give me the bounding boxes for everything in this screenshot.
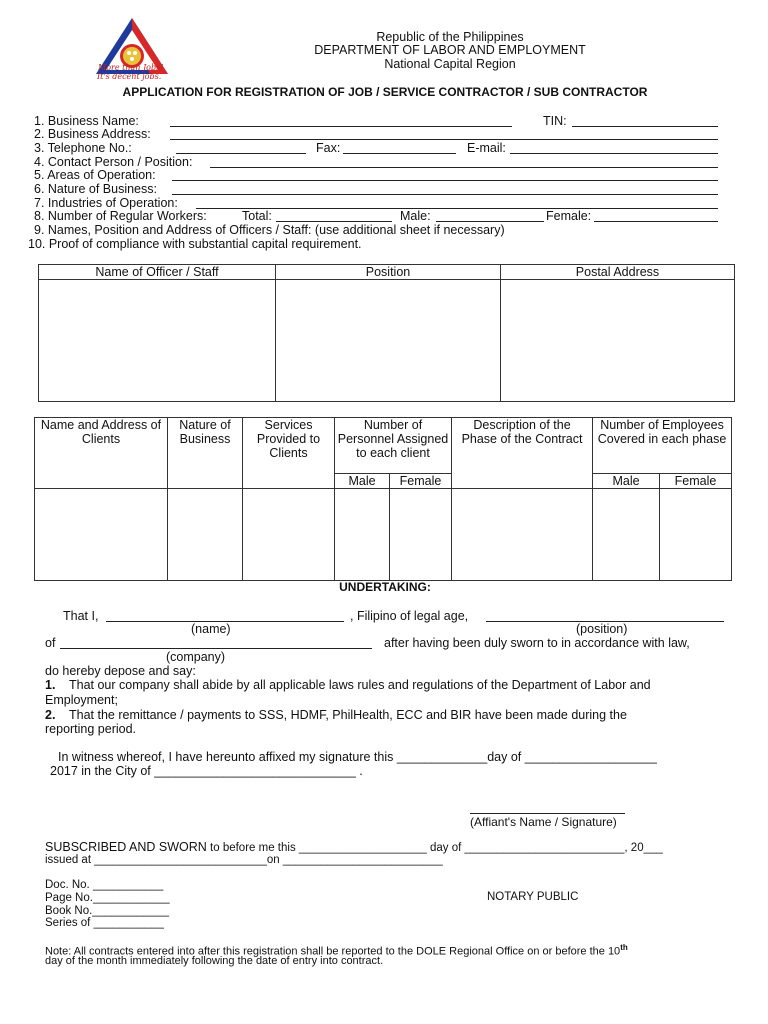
tin-label: TIN:: [543, 114, 567, 128]
total-field[interactable]: [276, 221, 392, 222]
of-label: of: [45, 636, 56, 650]
header-region: National Capital Region: [384, 57, 516, 71]
tin-field[interactable]: [572, 126, 718, 127]
note-text-1: Note: All contracts entered into after this registration shall be reported to the DOLE Regional Office on or before the 10: [45, 945, 621, 958]
employees-male-cell[interactable]: [593, 489, 660, 581]
industries-field[interactable]: [196, 208, 718, 209]
areas-operation-label: 5. Areas of Operation:: [34, 168, 156, 182]
page-no: Page No.____________: [45, 892, 170, 904]
officers-instruction: 9. Names, Position and Address of Officers / Staff: (use additional sheet if necessary): [34, 223, 505, 237]
clients-col-employees: Number of Employees Covered in each phase: [593, 418, 732, 474]
clients-services-cell[interactable]: [243, 489, 335, 581]
issued-text: issued at ___________________________on _________________________: [45, 854, 443, 866]
item2-text-cont: reporting period.: [45, 722, 137, 736]
name-caption: (name): [191, 622, 231, 636]
year-city-text: 2017 in the City of _____________________________ .: [50, 764, 363, 778]
officers-col-position: Position: [276, 265, 501, 280]
female-label: Female:: [546, 209, 592, 223]
business-name-label: 1. Business Name:: [34, 114, 139, 128]
personnel-male-cell[interactable]: [335, 489, 390, 581]
contact-person-field[interactable]: [210, 167, 718, 168]
header-department: DEPARTMENT OF LABOR AND EMPLOYMENT: [314, 43, 586, 57]
company-field[interactable]: [60, 648, 372, 649]
item2-text: That the remittance / payments to SSS, HDMF, PhilHealth, ECC and BIR have been made during the: [69, 708, 627, 722]
position-caption: (position): [576, 622, 628, 636]
form-title: APPLICATION FOR REGISTRATION OF JOB / SERVICE CONTRACTOR / SUB CONTRACTOR: [122, 85, 648, 99]
officers-position-cell[interactable]: [276, 280, 501, 402]
clients-phase-cell[interactable]: [452, 489, 593, 581]
business-name-field[interactable]: [170, 126, 512, 127]
employees-male-header: Male: [593, 474, 660, 489]
item1-text-cont: Employment;: [45, 693, 118, 707]
subscribed-caps: SUBSCRIBED AND SWORN: [45, 840, 207, 854]
fax-label: Fax:: [316, 141, 341, 155]
officers-address-cell[interactable]: [501, 280, 735, 402]
undertaking-heading: UNDERTAKING:: [339, 580, 431, 594]
subscribed-rest: to before me this ____________________ day of _________________________, 20___: [206, 842, 663, 854]
sworn-text: after having been duly sworn to in accordance with law,: [384, 636, 690, 650]
filipino-label: , Filipino of legal age,: [350, 609, 469, 623]
clients-col-services: Services Provided to Clients: [243, 418, 335, 489]
clients-col-nature: Nature of Business: [168, 418, 243, 489]
witness-text: In witness whereof, I have hereunto affixed my signature this _____________day of ___________________: [58, 750, 657, 764]
notary-public-label: NOTARY PUBLIC: [487, 891, 579, 903]
depose-text: do hereby depose and say:: [45, 664, 196, 678]
clients-table: [34, 417, 732, 581]
clients-col-personnel: Number of Personnel Assigned to each client: [335, 418, 452, 474]
company-caption: (company): [166, 650, 226, 664]
nature-business-label: 6. Nature of Business:: [34, 182, 157, 196]
officers-name-cell[interactable]: [39, 280, 276, 402]
item1-text: That our company shall abide by all applicable laws rules and regulations of the Department of Labor and: [69, 678, 651, 692]
item1-number: 1.: [45, 678, 56, 692]
capital-proof-label: 10. Proof of compliance with substantial capital requirement.: [28, 237, 362, 251]
note-line-2: day of the month immediately following the date of entry into contract.: [45, 955, 384, 967]
personnel-female-header: Female: [390, 474, 452, 489]
series-of: Series of ___________: [45, 917, 164, 929]
officers-col-name: Name of Officer / Staff: [39, 265, 276, 280]
total-label: Total:: [242, 209, 272, 223]
industries-label: 7. Industries of Operation:: [34, 196, 178, 210]
officers-table: [38, 264, 735, 402]
logo-tagline-2: It's decent jobs.: [97, 72, 162, 81]
header-republic: Republic of the Philippines: [376, 30, 524, 44]
logo-tagline-1: More than Jobs!: [98, 63, 164, 72]
clients-nature-cell[interactable]: [168, 489, 243, 581]
fax-field[interactable]: [343, 153, 456, 154]
personnel-male-header: Male: [335, 474, 390, 489]
personnel-female-cell[interactable]: [390, 489, 452, 581]
employees-female-header: Female: [660, 474, 732, 489]
item2-number: 2.: [45, 708, 56, 722]
note-superscript: th: [620, 943, 628, 952]
female-field[interactable]: [594, 221, 718, 222]
book-no: Book No.____________: [45, 905, 170, 917]
business-address-label: 2. Business Address:: [34, 127, 151, 141]
clients-col-phase: Description of the Phase of the Contract: [452, 418, 593, 489]
male-label: Male:: [400, 209, 431, 223]
employees-female-cell[interactable]: [660, 489, 732, 581]
clients-name-cell[interactable]: [35, 489, 168, 581]
male-field[interactable]: [436, 221, 544, 222]
affiant-signature-field[interactable]: [470, 813, 625, 814]
regular-workers-label: 8. Number of Regular Workers:: [34, 209, 207, 223]
affiant-caption: (Affiant's Name / Signature): [470, 815, 617, 829]
contact-person-label: 4. Contact Person / Position:: [34, 155, 193, 169]
business-address-field[interactable]: [170, 139, 718, 140]
areas-operation-field[interactable]: [172, 180, 718, 181]
doc-no: Doc. No. ___________: [45, 879, 164, 891]
officers-col-address: Postal Address: [501, 265, 735, 280]
nature-business-field[interactable]: [172, 194, 718, 195]
telephone-field[interactable]: [176, 153, 306, 154]
email-field[interactable]: [510, 153, 718, 154]
that-i-label: That I,: [63, 609, 99, 623]
email-label: E-mail:: [467, 141, 506, 155]
telephone-label: 3. Telephone No.:: [34, 141, 132, 155]
clients-col-name-address: Name and Address of Clients: [35, 418, 168, 489]
